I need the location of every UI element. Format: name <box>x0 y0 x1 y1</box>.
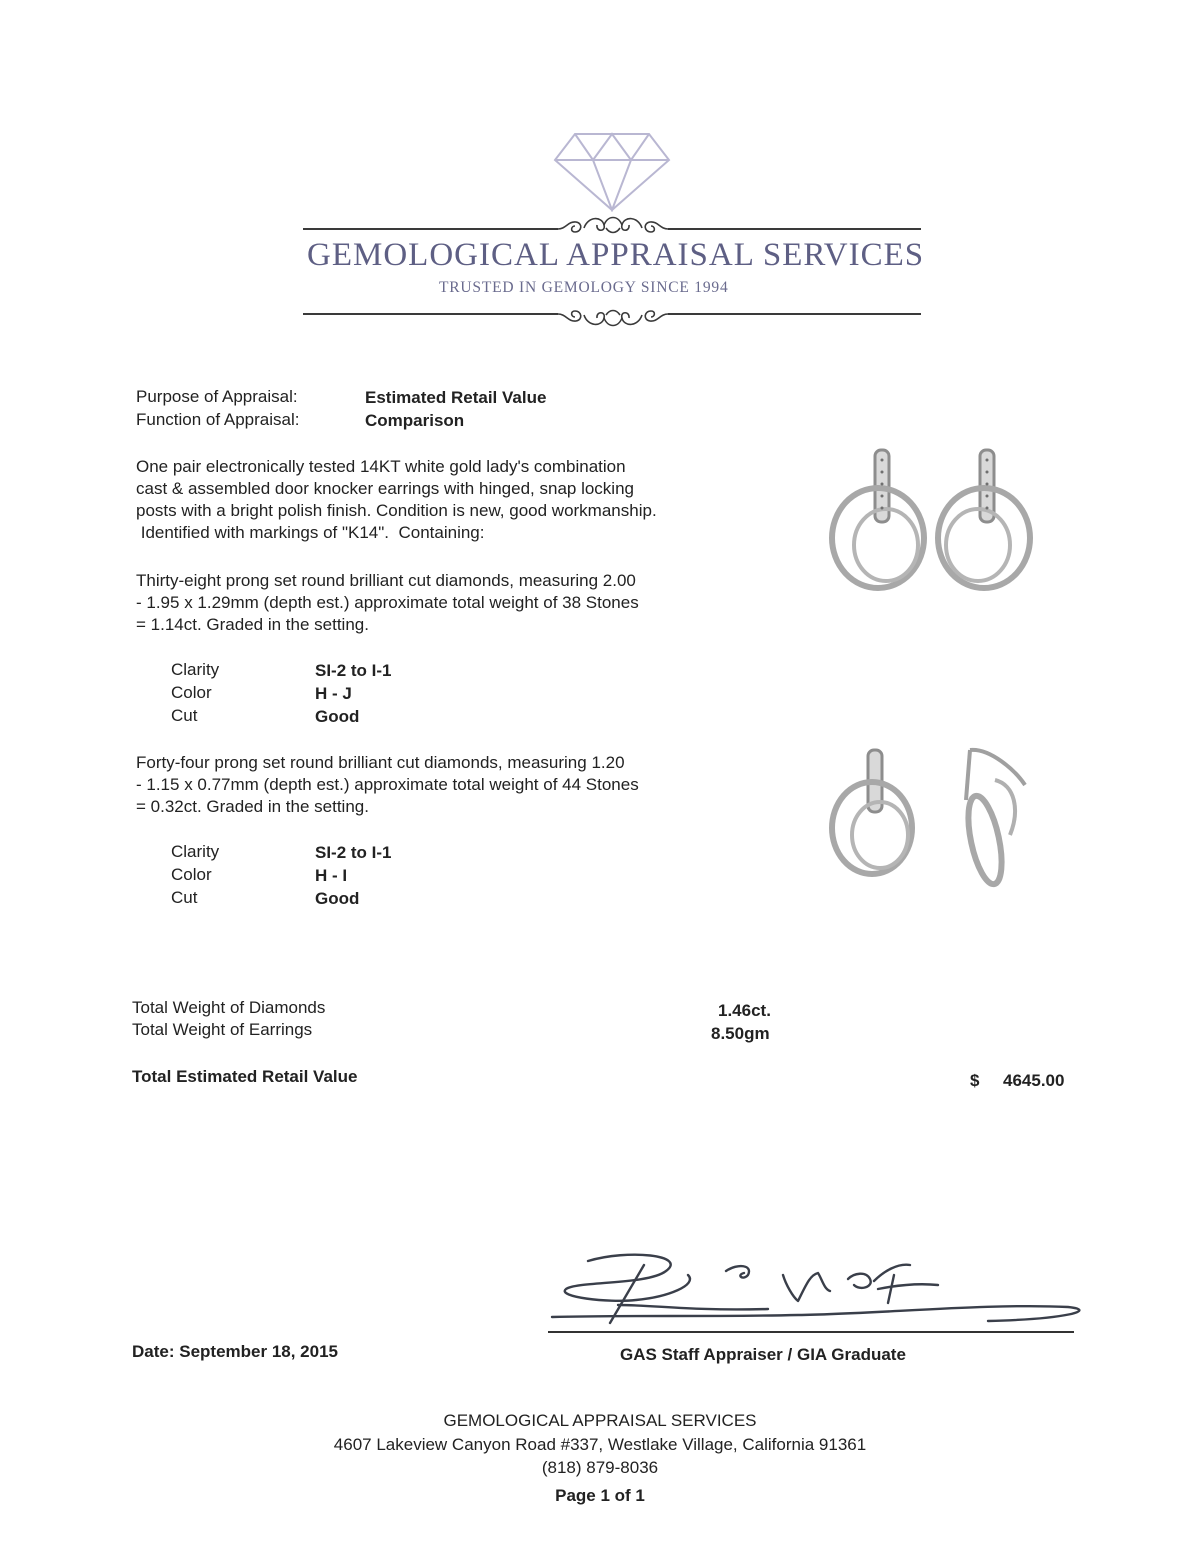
appraisal-date: Date: September 18, 2015 <box>132 1342 338 1361</box>
grade-value-clarity: SI-2 to I-1 <box>315 843 392 862</box>
total-retail-label: Total Estimated Retail Value <box>132 1067 358 1086</box>
company-tagline: TRUSTED IN GEMOLOGY SINCE 1994 <box>439 279 729 296</box>
appraiser-title: GAS Staff Appraiser / GIA Graduate <box>620 1345 906 1364</box>
signature-line <box>548 1331 1074 1333</box>
diamond-description-line: Thirty-eight prong set round brilliant cut diamonds, measuring 2.00 <box>136 571 636 590</box>
scroll-ornament-icon <box>556 300 670 332</box>
description-line: One pair electronically tested 14KT white gold lady's combination <box>136 457 626 476</box>
purpose-label: Purpose of Appraisal: <box>136 387 298 406</box>
grade-label-clarity: Clarity <box>171 660 220 679</box>
description-line: Identified with markings of "K14". Containing: <box>136 523 485 542</box>
grade-value-cut: Good <box>315 707 360 726</box>
purpose-value: Estimated Retail Value <box>365 388 547 407</box>
total-retail-value: 4645.00 <box>1003 1071 1065 1090</box>
grade-label-color: Color <box>171 683 212 702</box>
total-diamond-weight-label: Total Weight of Diamonds <box>132 998 326 1017</box>
description-line: cast & assembled door knocker earrings with hinged, snap locking <box>136 479 634 498</box>
diamond-description-line: - 1.95 x 1.29mm (depth est.) approximate total weight of 38 Stones <box>136 593 639 612</box>
diamond-description-line: Forty-four prong set round brilliant cut diamonds, measuring 1.20 <box>136 753 625 772</box>
grade-value-clarity: SI-2 to I-1 <box>315 661 392 680</box>
appraiser-signature <box>548 1245 1088 1335</box>
grade-value-color: H - I <box>315 866 348 885</box>
scroll-ornament-icon <box>556 212 670 240</box>
grade-label-clarity: Clarity <box>171 842 220 861</box>
grade-label-cut: Cut <box>171 888 198 907</box>
function-value: Comparison <box>365 411 465 430</box>
grade-value-cut: Good <box>315 889 360 908</box>
diamond-description-line: = 0.32ct. Graded in the setting. <box>136 797 369 816</box>
footer-phone: (818) 879-8036 <box>541 1458 659 1477</box>
total-diamond-weight-value: 1.46ct. <box>718 1001 771 1020</box>
grade-label-color: Color <box>171 865 212 884</box>
company-name: GEMOLOGICAL APPRAISAL SERVICES <box>307 237 925 273</box>
diamond-description-line: = 1.14ct. Graded in the setting. <box>136 615 369 634</box>
function-label: Function of Appraisal: <box>136 410 300 429</box>
grade-value-color: H - J <box>315 684 352 703</box>
earrings-front-photo <box>820 440 1040 610</box>
page-number: Page 1 of 1 <box>555 1486 645 1505</box>
grade-label-cut: Cut <box>171 706 198 725</box>
footer-address: 4607 Lakeview Canyon Road #337, Westlake Village, California 91361 <box>333 1435 867 1454</box>
footer-company: GEMOLOGICAL APPRAISAL SERVICES <box>443 1411 757 1430</box>
description-line: posts with a bright polish finish. Condition is new, good workmanship. <box>136 501 657 520</box>
total-earring-weight-value: 8.50gm <box>711 1024 770 1043</box>
diamond-description-line: - 1.15 x 0.77mm (depth est.) approximate total weight of 44 Stones <box>136 775 639 794</box>
total-earring-weight-label: Total Weight of Earrings <box>132 1020 313 1039</box>
currency-symbol: $ <box>970 1071 980 1090</box>
diamond-logo-icon <box>553 130 671 212</box>
earrings-side-photo <box>820 740 1040 890</box>
